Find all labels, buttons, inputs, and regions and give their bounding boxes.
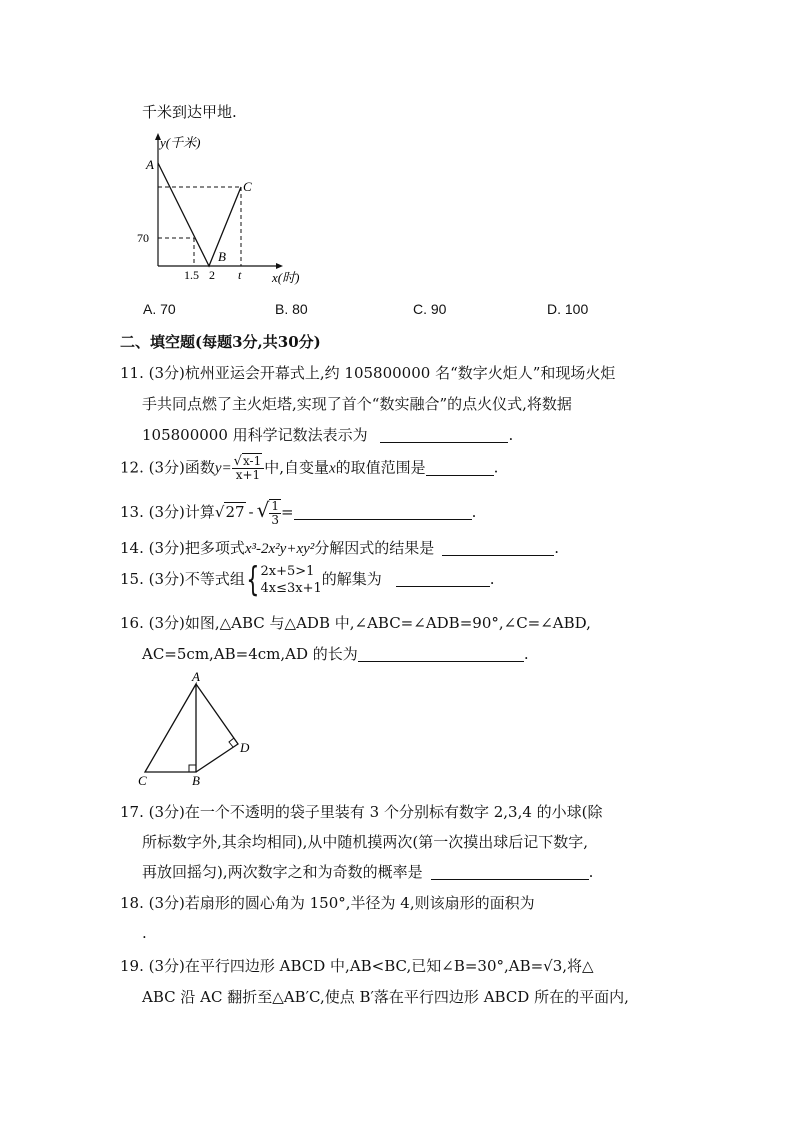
q16-line2: [142, 643, 529, 665]
q15-end: .: [489, 570, 495, 588]
q15-ineq1: 2x+5>1: [260, 564, 315, 579]
q11-line3: [142, 424, 513, 446]
q15-answer-blank[interactable]: [396, 570, 490, 587]
q13-prefix: 13. (3分)计算: [120, 503, 215, 521]
y-tick-70: 70: [137, 231, 149, 245]
q17-line2: 所标数字外,其余均相同),从中随机摸两次(第一次摸出球后记下数字,: [142, 833, 589, 851]
q11-line3-text: 105800000 用科学记数法表示为: [142, 426, 368, 444]
q18-line1: 18. (3分)若扇形的圆心角为 150°,半径为 4,则该扇形的面积为: [120, 894, 535, 912]
point-a-label: A: [146, 157, 154, 172]
q19-line2: ABC 沿 AC 翻折至△AB′C,使点 B′落在平行四边形 ABCD 所在的平面内,: [142, 988, 629, 1006]
right-angle-b: [189, 765, 196, 772]
x-axis-label: x(时): [272, 270, 300, 285]
q12-denominator: x+1: [235, 468, 261, 482]
graph-line: [158, 163, 241, 266]
q14-prefix: 14. (3分)把多项式: [120, 539, 245, 557]
q17-end: .: [588, 863, 594, 881]
q13-numerator: 1: [271, 499, 279, 513]
q14-suffix: 分解因式的结果是: [314, 539, 435, 557]
q11-line2: 手共同点燃了主火炬塔,实现了首个“数实融合”的点火仪式,将数据: [142, 395, 572, 413]
q11-line1: 11. (3分)杭州亚运会开幕式上,约 105800000 名“数字火炬人”和现场火炬: [120, 364, 616, 382]
q14-answer-blank[interactable]: [442, 539, 554, 556]
fig-label-a: A: [192, 670, 200, 684]
q14: [120, 537, 559, 560]
q13: 13. (3分)计算√27 - √ $\frac{1}{3}$ = .: [120, 498, 477, 527]
q16-line2-text: AC=5cm,AB=4cm,AD 的长为: [142, 645, 358, 663]
option-b[interactable]: B. 80: [275, 301, 308, 317]
q13-minus: -: [248, 503, 254, 521]
q11-end: .: [508, 426, 514, 444]
q15-system: [261, 563, 322, 597]
q15: [120, 560, 495, 600]
x-tick-1-5: 1.5: [184, 268, 199, 282]
q18-line2: .: [142, 924, 147, 942]
q12-prefix: 12. (3分)函数: [120, 458, 215, 477]
y-axis-label: y(千米): [160, 135, 201, 150]
q17-line3-text: 再放回摇匀),两次数字之和为奇数的概率是: [142, 863, 423, 881]
q16-end: .: [523, 645, 529, 663]
q11-answer-blank[interactable]: [380, 426, 508, 443]
option-d[interactable]: D. 100: [547, 301, 589, 317]
q14-poly: x³-2x²y+xy²: [244, 541, 315, 557]
q17-line3: [142, 861, 593, 883]
q16-line1: 16. (3分)如图,△ABC 与△ADB 中,∠ABC=∠ADB=90°,∠C=∠ABD,: [120, 614, 591, 632]
q12-numerator: x-1: [242, 454, 262, 468]
x-tick-t: t: [238, 268, 242, 282]
fig-label-b: B: [192, 773, 200, 788]
q13-answer-blank[interactable]: [294, 503, 472, 520]
q12-end: .: [493, 458, 499, 477]
x-tick-2: 2: [209, 268, 215, 282]
q15-prefix: 15. (3分)不等式组: [120, 570, 245, 588]
q15-brace: {: [246, 560, 260, 600]
q13-end: .: [471, 503, 477, 521]
q13-fraction: [269, 499, 281, 527]
fig-label-d: D: [240, 740, 250, 755]
q12-fraction: $\frac{√x-1}{x+1}$: [232, 455, 265, 482]
triangle-abc: [145, 684, 196, 772]
right-angle-d: [229, 738, 234, 747]
q17-answer-blank[interactable]: [431, 863, 589, 880]
q19-line1: 19. (3分)在平行四边形 ABCD 中,AB<BC,已知∠B=30°,AB=√3,将△: [120, 957, 594, 975]
q12-y-eq: y=: [214, 460, 232, 477]
q15-ineq2: 4x≤3x+1: [260, 581, 322, 596]
distance-time-graph: [136, 130, 336, 290]
q12-answer-blank[interactable]: [426, 459, 494, 476]
option-a[interactable]: A. 70: [143, 301, 176, 317]
q15-suffix: 的解集为: [321, 570, 382, 588]
section-heading: 二、填空题(每题3分,共30分): [120, 333, 321, 351]
q17-line1: 17. (3分)在一个不透明的袋子里装有 3 个分别标有数字 2,3,4 的小球(除: [120, 803, 603, 821]
q13-eq: =: [281, 503, 294, 521]
q13-denominator: 3: [271, 513, 279, 527]
option-c[interactable]: C. 90: [413, 301, 447, 317]
continuation-text: 千米到达甲地.: [142, 103, 237, 121]
q14-end: .: [554, 539, 560, 557]
triangle-figure: [132, 670, 262, 792]
q12: [120, 455, 498, 482]
q16-answer-blank[interactable]: [358, 645, 524, 662]
triangle-adb: [196, 684, 238, 772]
q12-suffix: 的取值范围是: [335, 458, 426, 477]
point-c-label: C: [243, 179, 252, 194]
point-b-label: B: [218, 249, 226, 264]
q12-var: x: [328, 460, 336, 477]
x-axis-arrow: [276, 263, 283, 269]
q13-radicand: 27: [225, 503, 245, 521]
q12-middle: 中,自变量: [264, 458, 329, 477]
fig-label-c: C: [138, 773, 147, 788]
